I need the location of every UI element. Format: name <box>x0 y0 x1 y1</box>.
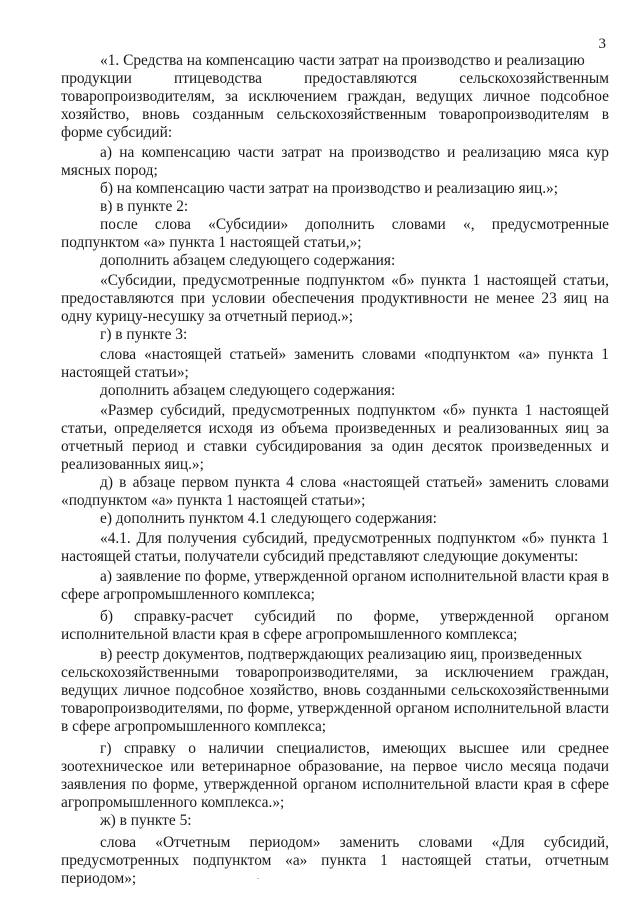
paragraph-6: дополнить абзацем следующего содержания: <box>100 252 396 269</box>
paragraph-17-rest: ведущих личное подсобное хозяйство, вновь созданными сельскохозяйственными товаропроизводителями, по форме, утвержденной органом исполнительной власти в сфере агропромышленного комплекса; <box>61 682 609 735</box>
paragraph-20-line-2 <box>61 852 609 870</box>
paragraph-3: б) на компенсацию части затрат на производство и реализацию яиц.»; <box>100 180 559 197</box>
word: исключением <box>445 664 534 681</box>
paragraph-20-rest: периодом»; <box>61 870 137 887</box>
word: утвержденной <box>440 608 534 625</box>
word: статьи, <box>485 852 532 869</box>
paragraph-15: а) заявление по форме, утвержденной органом исполнительной власти края в сфере агропромышленного комплекса; <box>61 568 609 603</box>
word: «Для <box>491 834 525 851</box>
word: предусмотренных <box>61 852 180 869</box>
paragraph-8: г) в пункте 3: <box>100 326 188 343</box>
word: заменить <box>339 834 400 851</box>
paragraph-11: «Размер субсидий, предусмотренных подпунктом «б» пункта 1 настоящей статьи, определяется исходя из объема произведенных и реализованных яиц за отчетный период и ставки субсидирования за один десяток произведенных и реализованных яиц.»; <box>61 402 609 473</box>
word: отчетным <box>545 852 609 869</box>
scan-speck <box>257 878 259 879</box>
word: продукции <box>61 70 132 87</box>
word: за <box>415 664 428 681</box>
paragraph-16-rest: исполнительной власти края в сфере агропромышленного комплекса; <box>61 626 518 643</box>
word: субсидий, <box>543 834 609 851</box>
word: органом <box>555 608 609 625</box>
paragraph-12: д) в абзаце первом пункта 4 слова «настоящей статьей» заменить словами «подпунктом «а» пункта 1 настоящей статьи»; <box>61 474 609 509</box>
word: птицеводства <box>174 70 262 87</box>
paragraph-16-line-1 <box>61 608 609 626</box>
word: сельскохозяйственными <box>61 664 219 681</box>
paragraph-5: после слова «Субсидии» дополнить словами «, предусмотренные подпунктом «а» пункта 1 настоящей статьи,»; <box>61 216 609 251</box>
paragraph-17-line-1-text: в) реестр документов, подтверждающих реализацию яиц, произведенных <box>100 646 583 663</box>
paragraph-4: в) в пункте 2: <box>100 198 189 215</box>
paragraph-1-rest: товаропроизводителям, за исключением граждан, ведущих личное подсобное хозяйство, вновь созданным сельскохозяйственным товаропроизводителям в форме субсидий: <box>61 88 609 141</box>
word: б) <box>100 608 113 625</box>
paragraph-2: а) на компенсацию части затрат на производство и реализацию мяса кур мясных пород; <box>61 144 609 179</box>
word: «а» <box>285 852 308 869</box>
word: граждан, <box>550 664 609 681</box>
word: по <box>336 608 353 625</box>
paragraph-10: дополнить абзацем следующего содержания: <box>100 382 396 399</box>
document-body <box>61 52 609 888</box>
word: справку-расчет <box>133 608 234 625</box>
word: периодом» <box>249 834 321 851</box>
paragraph-17-line-1 <box>61 646 609 664</box>
paragraph-18: г) справку о наличии специалистов, имеющих высшее или среднее зоотехническое или ветеринарное образование, на первое число месяца подачи заявления по форме, утвержденной органом исполнительной власти края в сфере агропромышленного комплекса.»; <box>61 740 609 811</box>
paragraph-1-line-2 <box>61 70 609 88</box>
paragraph-13: е) дополнить пунктом 4.1 следующего содержания: <box>100 510 437 527</box>
paragraph-7: «Субсидии, предусмотренные подпунктом «б» пункта 1 настоящей статьи, предоставляются при условии обеспечения продуктивности не менее 23 яиц на одну курицу-несушку за отчетный период.»; <box>61 272 609 325</box>
word: 1 <box>380 852 388 869</box>
word: подпунктом <box>192 852 272 869</box>
word: субсидий <box>254 608 316 625</box>
paragraph-14: «4.1. Для получения субсидий, предусмотренных подпунктом «б» пункта 1 настоящей статьи, получатели субсидий представляют следующие документы: <box>61 530 609 565</box>
paragraph-17-line-2 <box>61 664 609 682</box>
word: пункта <box>321 852 367 869</box>
word: настоящей <box>401 852 472 869</box>
word: форме, <box>373 608 420 625</box>
word: предоставляются <box>304 70 418 87</box>
page-number: 3 <box>598 36 606 52</box>
word: товаропроизводителями, <box>235 664 399 681</box>
word: сельскохозяйственным <box>459 70 609 87</box>
word: «Отчетным <box>155 834 231 851</box>
word: слова <box>100 834 137 851</box>
paragraph-19: ж) в пункте 5: <box>100 812 192 829</box>
paragraph-9: слова «настоящей статьей» заменить словами «подпунктом «а» пункта 1 настоящей статьи»; <box>61 346 609 381</box>
paragraph-20-line-1 <box>61 834 609 852</box>
word: словами <box>418 834 473 851</box>
paragraph-1-line-1-text: «1. Средства на компенсацию части затрат на производство и реализацию <box>100 52 585 69</box>
paragraph-1-line-1 <box>61 52 609 70</box>
